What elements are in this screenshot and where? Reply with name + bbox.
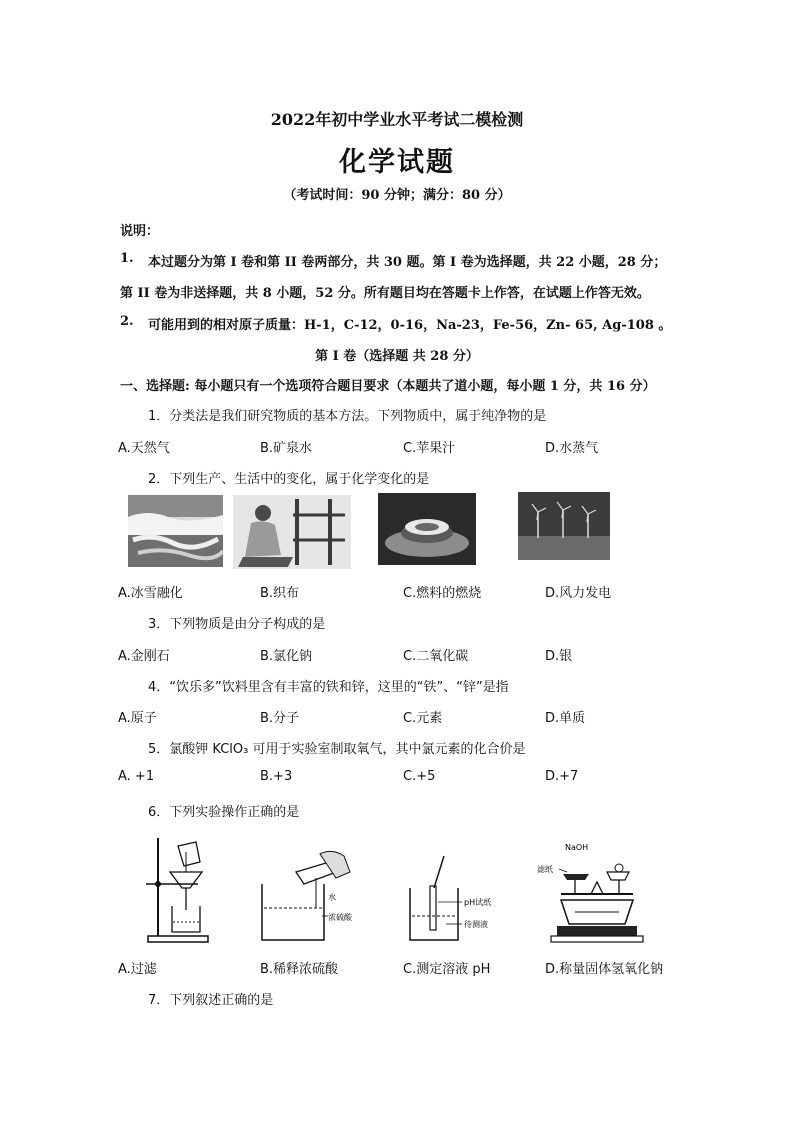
- label-test-liquid: 待测液: [464, 920, 488, 929]
- exam-time-score: （考试时间：90 分钟；满分：80 分）: [283, 188, 511, 203]
- label-conc-acid: 浓硫酸: [328, 913, 352, 922]
- exam-title: 2022年初中学业水平考试二模检测: [270, 110, 524, 129]
- question-7-stem: 7．下列叙述正确的是: [148, 993, 274, 1008]
- note-1-line1: 本过题分为第 I 卷和第 II 卷两部分，共 30 题。第 I 卷为选择题，共 22 小题，28 分；: [148, 255, 667, 270]
- photo-weaving: [233, 495, 351, 569]
- question-2-stem: 2．下列生产、生活中的变化，属于化学变化的是: [148, 472, 430, 487]
- q2-option-c: C.燃料的燃烧: [403, 586, 482, 601]
- note-2-text: 可能用到的相对原子质量：H-1，C-12，0-16，Na-23，Fe-56，Zn- 65, Ag-108 。: [148, 318, 672, 333]
- note-2-number: 2.: [120, 314, 134, 329]
- q4-option-b: B.分子: [260, 711, 300, 726]
- label-filter-paper: 滤纸: [537, 865, 553, 874]
- q1-option-b: B.矿泉水: [260, 441, 313, 456]
- question-3-stem: 3．下列物质是由分子构成的是: [148, 617, 326, 632]
- q6-option-a: A.过滤: [118, 962, 157, 977]
- photo-snow-melting: [128, 495, 223, 567]
- q6-option-c: C.测定溶液 pH: [403, 962, 491, 977]
- figure-measure-ph: [404, 848, 519, 944]
- q3-option-d: D.银: [545, 649, 573, 664]
- q4-option-c: C.元素: [403, 711, 443, 726]
- q2-option-b: B.织布: [260, 586, 300, 601]
- q1-option-c: C.苹果汁: [403, 441, 456, 456]
- note-1-number: 1.: [120, 251, 134, 266]
- question-6-stem: 6．下列实验操作正确的是: [148, 805, 300, 820]
- figure-dilute-acid: [258, 848, 383, 944]
- label-ph-paper: pH试纸: [464, 898, 492, 907]
- q2-option-d: D.风力发电: [545, 586, 612, 601]
- label-naoh: NaOH: [565, 843, 589, 852]
- note-1-line2: 第 II 卷为非送择题，共 8 小题，52 分。所有题目均在答题卡上作答，在试题上作答无效。: [120, 286, 650, 301]
- q2-option-a: A.冰雪融化: [118, 586, 183, 601]
- notes-heading: 说明：: [120, 224, 160, 239]
- question-4-stem: 4．“饮乐多”饮料里含有丰富的铁和锌，这里的“铁”、“锌”是指: [148, 680, 509, 695]
- q5-option-a: A. +1: [118, 769, 155, 784]
- q3-option-b: B.氯化钠: [260, 649, 313, 664]
- section-title: 第 I 卷（选择题 共 28 分）: [315, 349, 479, 364]
- q5-option-c: C.+5: [403, 769, 436, 784]
- part1-instructions: 一、选择题: 每小题只有一个选项符合题目要求（本题共了道小题，每小题 1 分，共 16 分）: [120, 379, 656, 394]
- q5-option-d: D.+7: [545, 769, 579, 784]
- photo-fuel-burning: [378, 493, 476, 565]
- q6-option-d: D.称量固体氢氧化钠: [545, 962, 664, 977]
- q6-option-b: B.稀释浓硫酸: [260, 962, 339, 977]
- photo-wind-power: [518, 492, 610, 560]
- q3-option-c: C.二氧化碳: [403, 649, 469, 664]
- figure-filtration: [138, 832, 216, 944]
- label-water: 水: [328, 893, 336, 902]
- question-5-stem: 5．氯酸钾 KClO₃ 可用于实验室制取氧气，其中氯元素的化合价是: [148, 742, 526, 757]
- q4-option-a: A.原子: [118, 711, 157, 726]
- subject-title: 化学试题: [339, 147, 455, 178]
- q3-option-a: A.金刚石: [118, 649, 170, 664]
- q5-option-b: B.+3: [260, 769, 293, 784]
- question-1-stem: 1．分类法是我们研究物质的基本方法。下列物质中，属于纯净物的是: [148, 409, 547, 424]
- figure-weigh-naoh: [537, 838, 655, 946]
- q1-option-d: D.水蒸气: [545, 441, 599, 456]
- q1-option-a: A.天然气: [118, 441, 170, 456]
- q4-option-d: D.单质: [545, 711, 586, 726]
